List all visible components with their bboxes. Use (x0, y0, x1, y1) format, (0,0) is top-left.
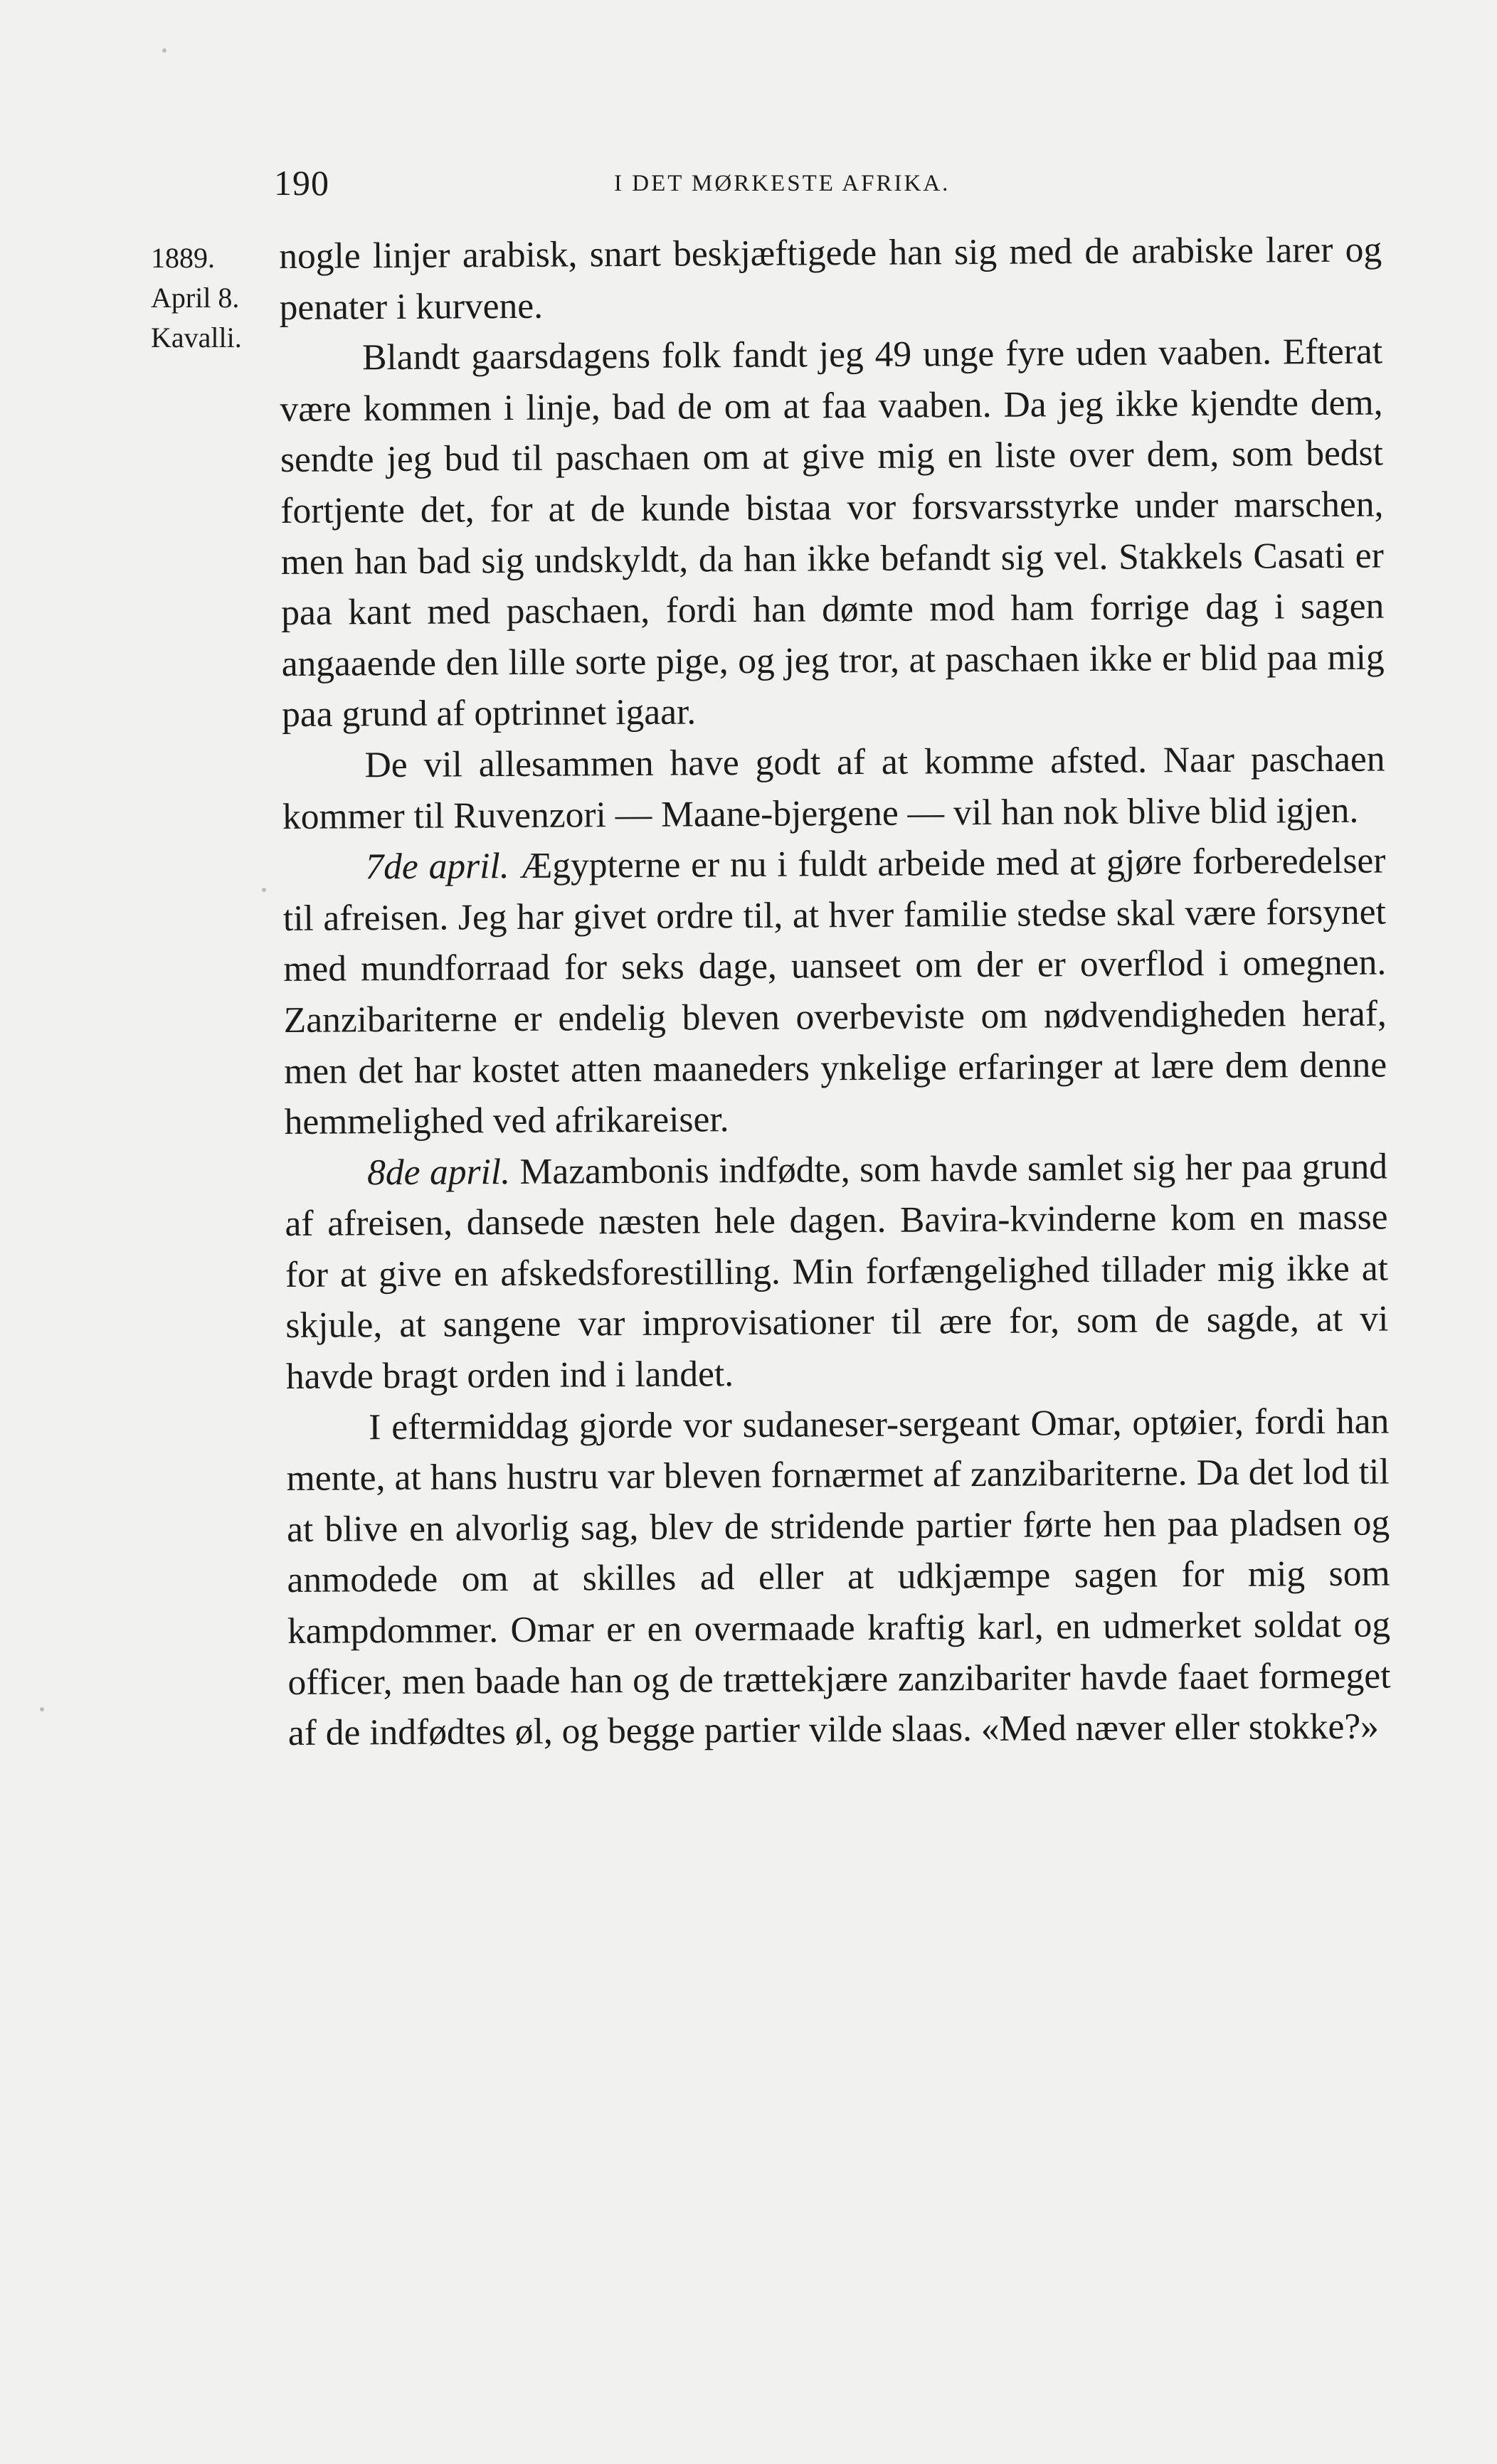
page-header (274, 158, 1387, 208)
running-title: I DET MØRKESTE AFRIKA. (614, 171, 951, 196)
diary-date: 7de april. (365, 846, 509, 888)
paragraph-text: I eftermiddag gjorde vor sudaneser-sergeant Omar, optøier, fordi han mente, at hans hustru var bleven fornærmet af zanzibariterne. Da det lod til at blive en alvorlig sag, blev de stridende partier førte hen paa pladsen og anmodede om at skilles ad eller at udkjæmpe sagen for mig som kampdommer. Omar er en overmaade kraftig karl, en udmerket soldat og officer, men baade han og de trættekjære zanzibariter havde faaet formeget af de indfødtes øl, og begge partier vilde slaas. «Med næver eller stokke?» (286, 1401, 1391, 1754)
ink-speck (262, 888, 266, 892)
paragraph-2 (280, 326, 1385, 740)
paragraph-text: nogle linjer arabisk, snart beskjæftigede han sig med de arabiske larer og penater i kurvene. (279, 229, 1382, 328)
ink-speck (162, 48, 166, 53)
paragraph-4 (282, 836, 1387, 1148)
margin-note-place: Kavalli. (151, 322, 242, 354)
body-text (279, 225, 1391, 1759)
paragraph-1 (279, 225, 1382, 334)
paragraph-text: Ægypterne er nu i fuldt arbeide med at gjøre forberedelser til afreisen. Jeg har givet ordre til, at hver familie stedse skal være forsynet med mundforraad for seks dage, uanseet om der er overflod i omegnen. Zanzibariterne er endelig bleven overbeviste om nødvendigheden heraf, men det har kostet atten maaneders ynkelige erfaringer at lære dem denne hemmelighed ved afrikareiser. (282, 840, 1387, 1143)
paragraph-3 (282, 733, 1385, 842)
diary-date: 8de april. (366, 1151, 511, 1193)
paragraph-5 (285, 1141, 1389, 1402)
paragraph-text: Blandt gaarsdagens folk fandt jeg 49 unge fyre uden vaaben. Efterat være kommen i linje, bad de om at faa vaaben. Da jeg ikke kjendte dem, sendte jeg bud til paschaen om at give mig en liste over dem, som bedst fortjente det, for at de kunde bistaa vor forsvarsstyrke under marschen, men han bad sig undskyldt, da han ikke befandt sig vel. Stakkels Casati er paa kant med paschaen, fordi han dømte mod ham forrige dag i sagen angaaende den lille sorte pige, og jeg tror, at paschaen ikke er blid paa mig paa grund af optrinnet igaar. (280, 331, 1385, 736)
ink-speck (40, 1707, 44, 1711)
page-number: 190 (274, 163, 329, 203)
margin-note-date: April 8. (151, 282, 240, 314)
paragraph-text: De vil allesammen have godt af at komme afsted. Naar paschaen kommer til Ruvenzori — Maane-bjergene — vil han nok blive blid igjen. (282, 738, 1385, 837)
paragraph-text: Mazambonis indfødte, som havde samlet sig her paa grund af afreisen, dansede næsten hele dagen. Bavira-kvinderne kom en masse for at give en afskedsforestilling. Min forfængelighed tillader mig ikke at skjule, at sangene var improvisationer til ære for, som de sagde, at vi havde bragt orden ind i landet. (285, 1146, 1389, 1398)
margin-note-year: 1889. (151, 242, 215, 274)
margin-note (151, 238, 279, 358)
paragraph-6 (286, 1396, 1391, 1759)
